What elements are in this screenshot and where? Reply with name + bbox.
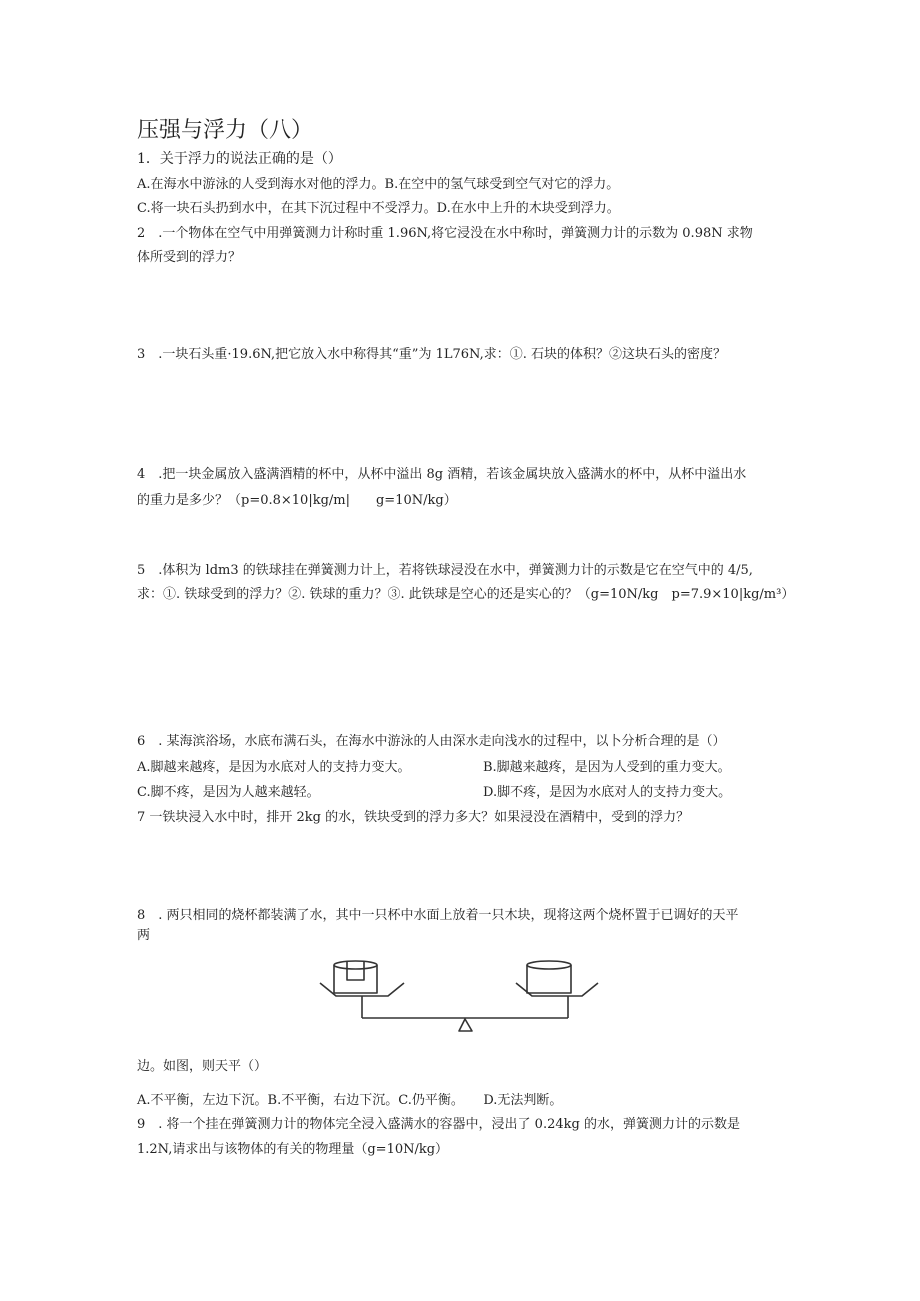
right-pan [516,983,598,996]
q6-stem: 6 . 某海滨浴场，水底布满石头，在海水中游泳的人由深水走向浅水的过程中，以卜分析合理的是（） [137,734,726,749]
left-pan [320,983,404,996]
q3-line-1: 3 .一块石头重·19.6N,把它放入水中称得其“重”为 1L76N,求：①. 石块的体积？②这块石头的密度？ [137,347,726,362]
q7-line-1: 7 一铁块浸入水中时，排开 2kg 的水，铁块受到的浮力多大？如果浸没在酒精中，受到的浮力？ [137,810,690,825]
worksheet-title: 压强与浮力（八） [137,118,314,143]
balance-figure [318,953,608,1035]
q8-options: A.不平衡，左边下沉。B.不平衡，右边下沉。C.仍平衡。 D.无法判断。 [137,1093,563,1108]
q2-line-1: 2 .一个物体在空气中用弹簧测力计称时重 1.96N,将它浸没在水中称时，弹簧测力计的示数为 0.98N 求物 [137,226,753,241]
q8-line-3: 边。如图，则天平（） [137,1059,268,1074]
q4-line-2: 的重力是多少？（p=0.8×10|kg∕m| g=10N∕kg） [137,493,457,508]
q4-line-1: 4 .把一块金属放入盛满酒精的杯中，从杯中溢出 8g 酒精，若该金属块放入盛满水的杯中，从杯中溢出水 [137,467,747,482]
q9-line-2: 1.2N,请求出与该物体的有关的物理量（g=10N∕kg） [137,1142,449,1157]
q8-line-2: 两 [137,928,151,943]
q2-line-2: 体所受到的浮力？ [137,250,242,265]
q1-options-ab: A.在海水中游泳的人受到海水对他的浮力。B.在空中的氢气球受到空气对它的浮力。 [137,177,620,192]
q8-line-1: 8 . 两只相同的烧杯都装满了水，其中一只杯中水面上放着一只木块，现将这两个烧杯置于已调好的天平 [137,908,739,923]
q9-line-1: 9 . 将一个挂在弹簧测力计的物体完全浸入盛满水的容器中，浸出了 0.24kg 的水，弹簧测力计的示数是 [137,1117,740,1132]
q6-option-d: D.脚不疼，是因为水底对人的支持力变大。 [483,785,732,800]
q6-option-b: B.脚越来越疼，是因为人受到的重力变大。 [483,760,731,775]
q5-line-1: 5 .体积为 ldm3 的铁球挂在弹簧测力计上，若将铁球浸没在水中，弹簧测力计的示数是它在空气中的 4/5, [137,563,753,578]
wood-block [347,962,364,980]
q6-option-a: A.脚越来越疼，是因为水底对人的支持力变大。 [137,760,411,775]
fulcrum [459,1019,472,1031]
q6-option-c: C.脚不疼，是因为人越来越轻。 [137,785,320,800]
q5-line-2: 求：①. 铁球受到的浮力？②. 铁球的重力？③. 此铁球是空心的还是实心的？（g=10N∕kg p=7.9×10|kg∕m³） [137,587,795,602]
q1-stem: 1．关于浮力的说法正确的是（） [137,151,342,167]
q1-options-cd: C.将一块石头扔到水中，在其下沉过程中不受浮力。D.在水中上升的木块受到浮力。 [137,201,620,216]
